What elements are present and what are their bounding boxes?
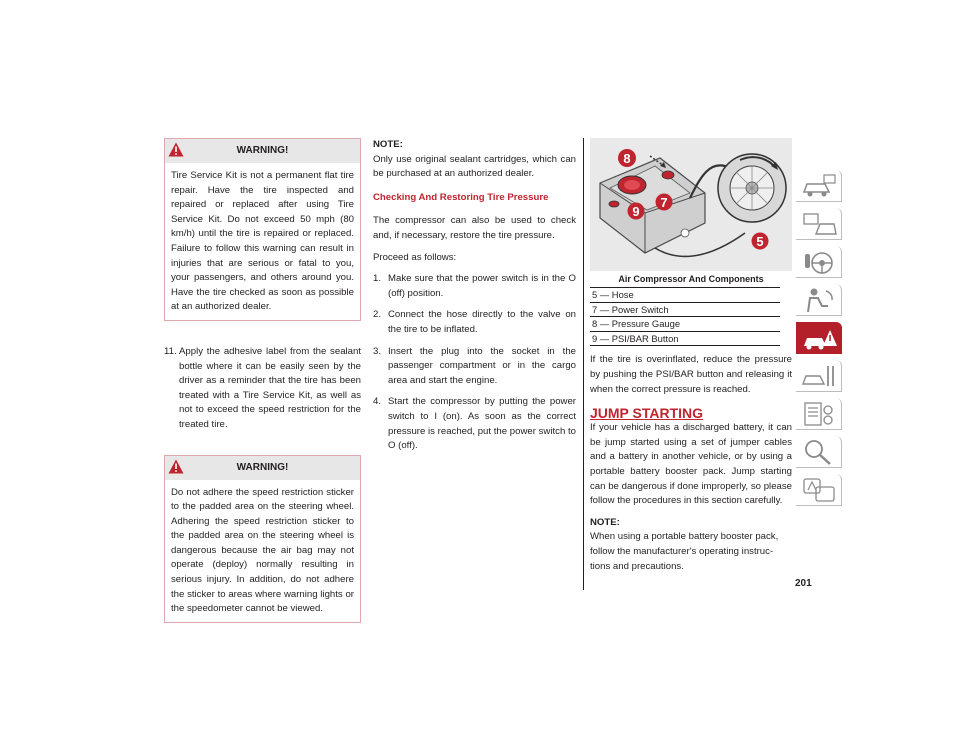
callout-8: 8 <box>623 151 631 166</box>
compressor-drawing <box>590 138 792 271</box>
step-11 <box>164 345 361 433</box>
warning-text: Tire Service Kit is not a permanent flat tire repair. Have the tire inspected and repaired or replaced after using Tire Service Kit. Do not exceed 50 mph (80 km/h) until the tire is repaired or replaced. Failure to follow this warning can result in injuries that are serious or fatal to you, your passengers, and others around you. Have the tire checked as soon as possible at an authorized dealer. <box>171 170 354 313</box>
car-dashboard-icon <box>800 172 838 200</box>
figure-caption: Air Compressor And Components <box>618 274 764 284</box>
left-column <box>164 138 361 623</box>
intro-paragraph: The compressor can also be used to check and, if necessary, restore the tire pressure. <box>373 215 576 241</box>
car-warning-icon <box>800 324 838 352</box>
warning-header <box>165 456 360 480</box>
step-2 <box>373 308 576 337</box>
legend-item: 8 — Pressure Gauge <box>590 317 780 332</box>
passenger-safety-icon <box>800 286 838 314</box>
callout-5: 5 <box>756 234 764 249</box>
figure-legend <box>590 287 780 346</box>
legend-item: 9 — PSI/BAR Button <box>590 332 780 347</box>
language-abc-icon <box>800 476 838 504</box>
step-number: 1. <box>373 273 382 285</box>
car-service-tools-icon <box>800 362 838 390</box>
step-text: Start the compressor by putting the power switch to I (on). As soon as the correct pressure is reached, put the power switch to O (off). <box>388 396 576 452</box>
note-label: NOTE: <box>590 516 620 528</box>
tab-emergencies[interactable] <box>796 322 842 354</box>
tab-specifications[interactable] <box>796 398 842 430</box>
warning-title: WARNING! <box>236 461 289 473</box>
step-text: Insert the plug into the socket in the passenger compartment or in the cargo area and start the engine. <box>388 345 576 386</box>
warning-box-sticker <box>164 455 361 623</box>
tab-safety[interactable] <box>796 284 842 316</box>
step-4 <box>373 395 576 453</box>
steering-wheel-icon <box>800 248 838 276</box>
callout-9: 9 <box>632 204 640 219</box>
section-subheading: Checking And Restoring Tire Pressure <box>373 191 549 203</box>
step-text: Make sure that the power switch is in the O (off) position. <box>388 273 576 299</box>
proceed-text: Proceed as follows: <box>373 251 457 263</box>
specifications-list-icon <box>800 400 838 428</box>
step-number: 11. <box>164 345 177 357</box>
callout-7: 7 <box>660 195 668 210</box>
chapter-tabs <box>796 170 844 512</box>
step-1 <box>373 272 576 301</box>
warning-title: WARNING! <box>236 145 289 156</box>
jump-starting-paragraph: If your vehicle has a discharged battery, it can be jump started using a set of jumper cables and a battery in another vehicle, or by using a portable battery booster pack. Jump starting can be dangerous if done improperly, so please follow the procedures in this section carefully. <box>590 422 792 507</box>
note-text: When using a portable battery booster pack, follow the manufacturer's operating instruc-tions and precautions. <box>590 531 779 572</box>
warning-text: Do not adhere the speed restriction sticker to the padded area on the steering wheel. Adhering the speed restriction sticker to the padded area on the steering wheel is dangerous because the air bag may not operate (deploy) normally resulting in serious injury. In addition, do not adhere the sticker to areas where warning lights or the speedometer cannot be viewed. <box>171 486 354 615</box>
step-text: Apply the adhesive label from the sealant bottle where it can be easily seen by the driver as a reminder that the tire has been treated with a Tire Service Kit, as well as not to exceed the speed restriction for the treated tire. <box>179 345 361 430</box>
legend-item: 7 — Power Switch <box>590 303 780 318</box>
tab-dashboard[interactable] <box>796 208 842 240</box>
warning-triangle-icon <box>168 459 184 474</box>
warning-header <box>165 139 360 163</box>
tab-servicing[interactable] <box>796 360 842 392</box>
step-number: 4. <box>373 396 382 408</box>
right-column <box>590 138 792 574</box>
legend-item: 5 — Hose <box>590 288 780 303</box>
tab-getting-to-know-vehicle[interactable] <box>796 170 842 202</box>
warning-triangle-icon <box>168 142 184 157</box>
compressor-illustration <box>590 138 792 271</box>
step-3 <box>373 345 576 389</box>
page-number: 201 <box>795 578 812 589</box>
middle-column <box>373 138 576 454</box>
tab-index[interactable] <box>796 436 842 468</box>
section-heading: JUMP STARTING <box>590 405 704 422</box>
magnifier-search-icon <box>800 438 838 466</box>
tab-languages[interactable] <box>796 474 842 506</box>
step-text: Connect the hose directly to the valve on the tire to be inflated. <box>388 309 576 335</box>
note-text: Only use original sealant cartridges, which can be purchased at an authorized dealer. <box>373 153 576 180</box>
warning-box-sealant <box>164 138 361 321</box>
column-divider <box>583 138 584 590</box>
tab-driving[interactable] <box>796 246 842 278</box>
car-interior-icon <box>800 210 838 238</box>
note-label: NOTE: <box>373 139 403 150</box>
step-number: 2. <box>373 309 382 321</box>
overinflated-paragraph: If the tire is overinflated, reduce the pressure by pushing the PSI/BAR button and releasing it when the correct pressure is reached. <box>590 354 792 395</box>
step-number: 3. <box>373 345 382 357</box>
